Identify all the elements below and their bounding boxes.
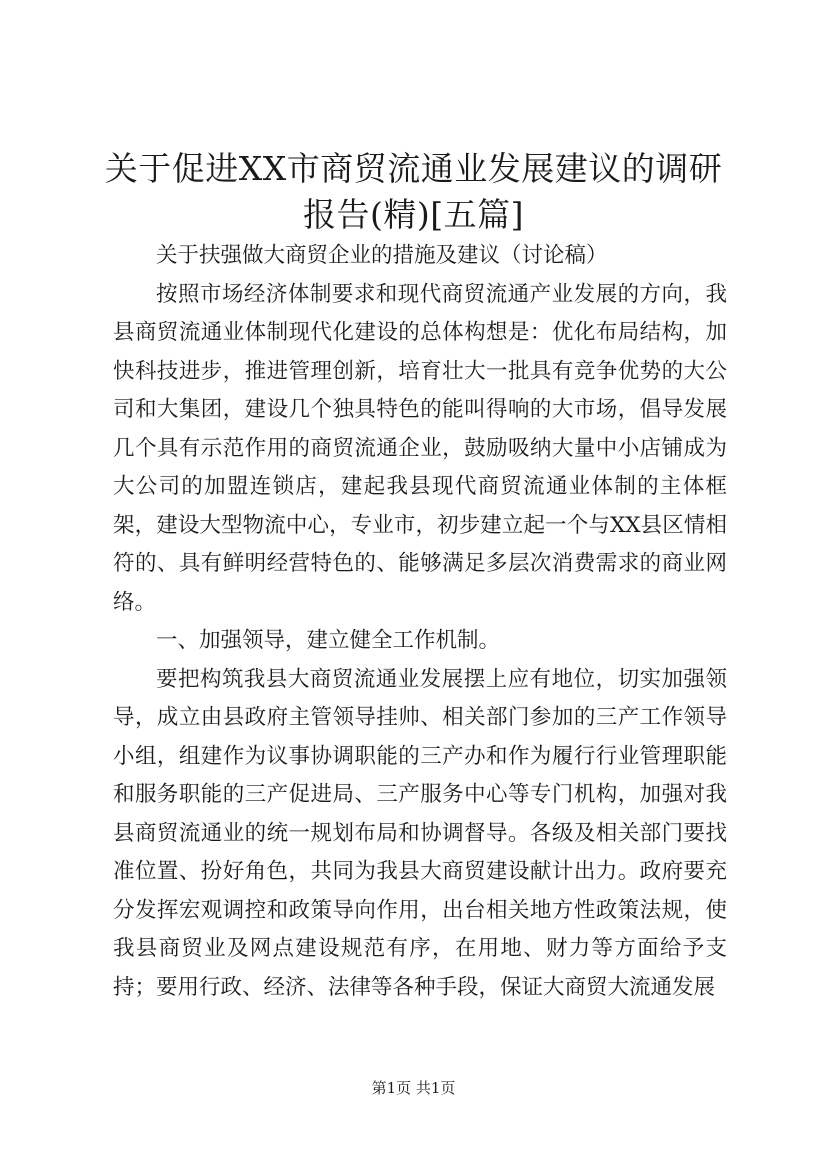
paragraph-section-heading: 一、加强领导，建立健全工作机制。 [156,628,501,653]
paragraph-subtitle: 关于扶强做大商贸企业的措施及建议（讨论稿） [156,243,608,268]
page-footer: 第1页 共1页 [371,1079,456,1097]
paragraph-overview: 按照市场经济体制要求和现代商贸流通产业发展的方向，我县商贸流通业体制现代化建设的总体构想是：优化布局结构，加快科技进步，推进管理创新，培育壮大一批具有竞争优势的大公司和大集团，建设几个独具特色的能叫得响的大市场，倡导发展几个具有示范作用的商贸流通企业，鼓励吸纳大量中小店铺成为大公司的加盟连锁店，建起我县现代商贸流通业体制的主体框架，建设大型物流中心，专业市，初步建立起一个与XX县区情相符的、具有鲜明经营特色的、能够满足多层次消费需求的商业网络。 [113,281,727,615]
paragraph-leadership: 要把构筑我县大商贸流通业发展摆上应有地位，切实加强领导，成立由县政府主管领导挂帅、相关部门参加的三产工作领导小组，组建作为议事协调职能的三产办和作为履行行业管理职能和服务职能的三产促进局、三产服务中心等专门机构，加强对我县商贸流通业的统一规划布局和协调督导。各级及相关部门要找准位置、扮好角色，共同为我县大商贸建设献计出力。政府要充分发挥宏观调控和政策导向作用，出台相关地方性政策法规，使我县商贸业及网点建设规范有序，在用地、财力等方面给予支持；要用行政、经济、法律等各种手段，保证大商贸大流通发展 [113,666,727,1000]
document-body [113,237,727,1007]
document-title: 关于促进XX市商贸流通业发展建议的调研报告(精)[五篇] [104,149,723,234]
